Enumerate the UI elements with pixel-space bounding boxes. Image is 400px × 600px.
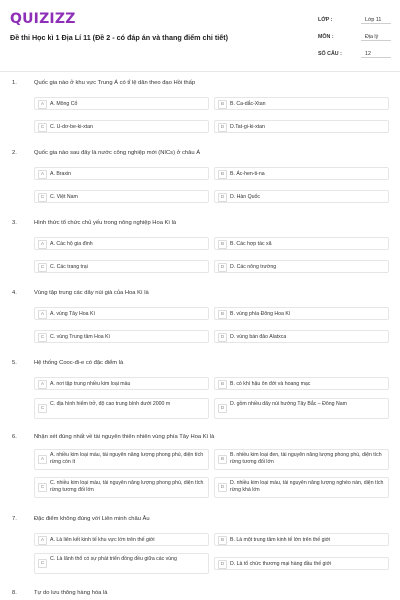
- option-text: A. Braxin: [50, 171, 72, 177]
- question-number: 7.: [12, 516, 17, 522]
- option-text: D. vùng bán đảo Alatxca: [230, 334, 287, 340]
- option-letter: A: [38, 170, 47, 179]
- question-text: Nhận xét đúng nhất về tài nguyên thiên nhiên vùng phía Tây Hoa Kì là: [34, 434, 215, 440]
- meta-row-subject: [318, 31, 394, 48]
- subject-field[interactable]: Địa lý: [361, 31, 391, 41]
- option-d[interactable]: [214, 260, 389, 273]
- option-text: A. Là liên kết kinh tế khu vực lớn trên thế giới: [50, 537, 155, 543]
- meta-row-count: [318, 48, 394, 65]
- option-letter: B: [218, 100, 227, 109]
- option-letter: D: [218, 333, 227, 342]
- option-letter: A: [38, 536, 47, 545]
- meta-label: SỐ CÂU :: [318, 51, 342, 57]
- option-letter: C: [38, 333, 47, 342]
- option-b[interactable]: [214, 307, 389, 320]
- option-c[interactable]: [34, 260, 209, 273]
- option-d[interactable]: [214, 398, 389, 419]
- option-b[interactable]: [214, 533, 389, 546]
- option-text: D. Hàn Quốc: [230, 194, 260, 200]
- option-text: C. Việt Nam: [50, 194, 78, 200]
- option-text: B. Các hợp tác xã: [230, 241, 272, 247]
- question-text: Hệ thống Cooc-đi-e có đặc điểm là: [34, 360, 124, 366]
- option-b[interactable]: [214, 237, 389, 250]
- option-letter: D: [218, 483, 227, 492]
- option-letter: D: [218, 560, 227, 569]
- option-text: C. vùng Trung tâm Hoa Kì: [50, 334, 110, 340]
- option-text: D. gồm nhiều dãy núi hướng Tây Bắc – Đông Nam: [230, 401, 347, 407]
- option-c[interactable]: [34, 398, 209, 419]
- option-letter: B: [218, 240, 227, 249]
- question-number: 1.: [12, 80, 17, 86]
- option-b[interactable]: [214, 97, 389, 110]
- option-letter: A: [38, 100, 47, 109]
- option-letter: D: [218, 193, 227, 202]
- option-c[interactable]: [34, 477, 209, 498]
- option-text: C. Là lãnh thổ có sự phát triển đồng đều giữa các vùng: [50, 556, 177, 562]
- option-letter: C: [38, 483, 47, 492]
- meta-row-class: [318, 14, 394, 31]
- option-b[interactable]: [214, 167, 389, 180]
- option-text: C. nhiều kim loại màu, tài nguyên năng lượng phong phú, diện tích rừng tương đối lớn: [50, 480, 204, 493]
- question-number: 2.: [12, 150, 17, 156]
- option-d[interactable]: [214, 120, 389, 133]
- meta-panel: [318, 14, 394, 65]
- option-text: B. Ca-dắc-Xtan: [230, 101, 266, 107]
- option-letter: B: [218, 455, 227, 464]
- option-d[interactable]: [214, 477, 389, 498]
- meta-label: LỚP :: [318, 17, 333, 23]
- option-letter: A: [38, 240, 47, 249]
- option-text: B. vùng phía Đông Hoa Kì: [230, 311, 291, 317]
- class-field[interactable]: Lớp 11: [361, 14, 391, 24]
- option-d[interactable]: [214, 330, 389, 343]
- option-c[interactable]: [34, 190, 209, 203]
- option-text: A. vùng Tây Hoa Kì: [50, 311, 95, 317]
- option-a[interactable]: [34, 307, 209, 320]
- question-number: 6.: [12, 434, 17, 440]
- option-text: A. Mông Cổ: [50, 101, 78, 107]
- option-text: A. nhiều kim loại màu, tài nguyên năng lượng phong phú, diện tích rừng còn ít: [50, 452, 204, 465]
- question-text: Quốc gia nào sau đây là nước công nghiệp mới (NICs) ở châu Á: [34, 150, 201, 156]
- option-d[interactable]: [214, 190, 389, 203]
- option-c[interactable]: [34, 120, 209, 133]
- option-a[interactable]: [34, 533, 209, 546]
- page-header: [0, 0, 400, 72]
- option-letter: C: [38, 123, 47, 132]
- option-text: B. có khí hậu ôn đới và hoang mạc: [230, 381, 311, 387]
- question-text: Hình thức tổ chức chủ yếu trong nông nghiệp Hoa Kì là: [34, 220, 177, 226]
- question-number: 3.: [12, 220, 17, 226]
- option-text: D.Tat-gi-ki-xtan: [230, 124, 265, 130]
- option-text: B. Ác-hen-ti-na: [230, 171, 265, 177]
- option-text: A. nơi tập trung nhiều kim loại màu: [50, 381, 131, 387]
- quizizz-logo: QUIZIZZ: [10, 11, 76, 27]
- option-text: C. Các trang trại: [50, 264, 88, 270]
- option-letter: C: [38, 193, 47, 202]
- option-letter: B: [218, 170, 227, 179]
- option-text: D. nhiều kim loại màu, tài nguyên năng lượng nghèo nàn, diện tích rừng khá lớn: [230, 480, 384, 493]
- option-letter: C: [38, 404, 47, 413]
- option-text: C. U-dơ-be-ki-xtan: [50, 124, 93, 130]
- question-number: 5.: [12, 360, 17, 366]
- option-letter: A: [38, 310, 47, 319]
- document-title: Đề thi Học kì 1 Địa Lí 11 (Đề 2 - có đáp án và thang điểm chi tiết): [10, 33, 229, 42]
- option-a[interactable]: [34, 97, 209, 110]
- question-number: 4.: [12, 290, 17, 296]
- option-text: B. Là một trung tâm kinh tế lớn trên thế giới: [230, 537, 331, 543]
- question-text: Tự do lưu thông hàng hóa là: [34, 590, 108, 596]
- option-b[interactable]: [214, 449, 389, 470]
- option-letter: C: [38, 559, 47, 568]
- option-b[interactable]: [214, 377, 389, 390]
- option-a[interactable]: [34, 167, 209, 180]
- question-text: Đặc điểm không đúng với Liên minh châu Âu: [34, 516, 150, 522]
- option-a[interactable]: [34, 377, 209, 390]
- question-text: Quốc gia nào ở khu vực Trung Á có tỉ lệ dân theo đạo Hồi thấp: [34, 80, 196, 86]
- option-letter: B: [218, 536, 227, 545]
- question-text: Vùng tập trung các dãy núi già của Hoa Kì là: [34, 290, 149, 296]
- option-letter: A: [38, 455, 47, 464]
- option-text: B. nhiều kim loại đen, tài nguyên năng lượng phong phú, diện tích rừng tương đối lớn: [230, 452, 382, 465]
- option-text: D. Là tổ chức thương mại hàng đầu thế giới: [230, 561, 332, 567]
- option-a[interactable]: [34, 237, 209, 250]
- option-c[interactable]: [34, 553, 209, 574]
- option-text: C. địa hình hiểm trở, độ cao trung bình dưới 2000 m: [50, 401, 171, 407]
- option-letter: B: [218, 380, 227, 389]
- option-letter: D: [218, 263, 227, 272]
- option-c[interactable]: [34, 330, 209, 343]
- option-text: A. Các hộ gia đình: [50, 241, 93, 247]
- option-a[interactable]: [34, 449, 209, 470]
- option-letter: B: [218, 310, 227, 319]
- meta-label: MÔN :: [318, 34, 334, 40]
- option-letter: D: [218, 123, 227, 132]
- option-text: D. Các nông trường: [230, 264, 277, 270]
- option-letter: A: [38, 380, 47, 389]
- question-count-field[interactable]: 12: [361, 48, 391, 58]
- option-letter: D: [218, 404, 227, 413]
- option-letter: C: [38, 263, 47, 272]
- option-d[interactable]: [214, 557, 389, 570]
- question-number: 8.: [12, 590, 17, 596]
